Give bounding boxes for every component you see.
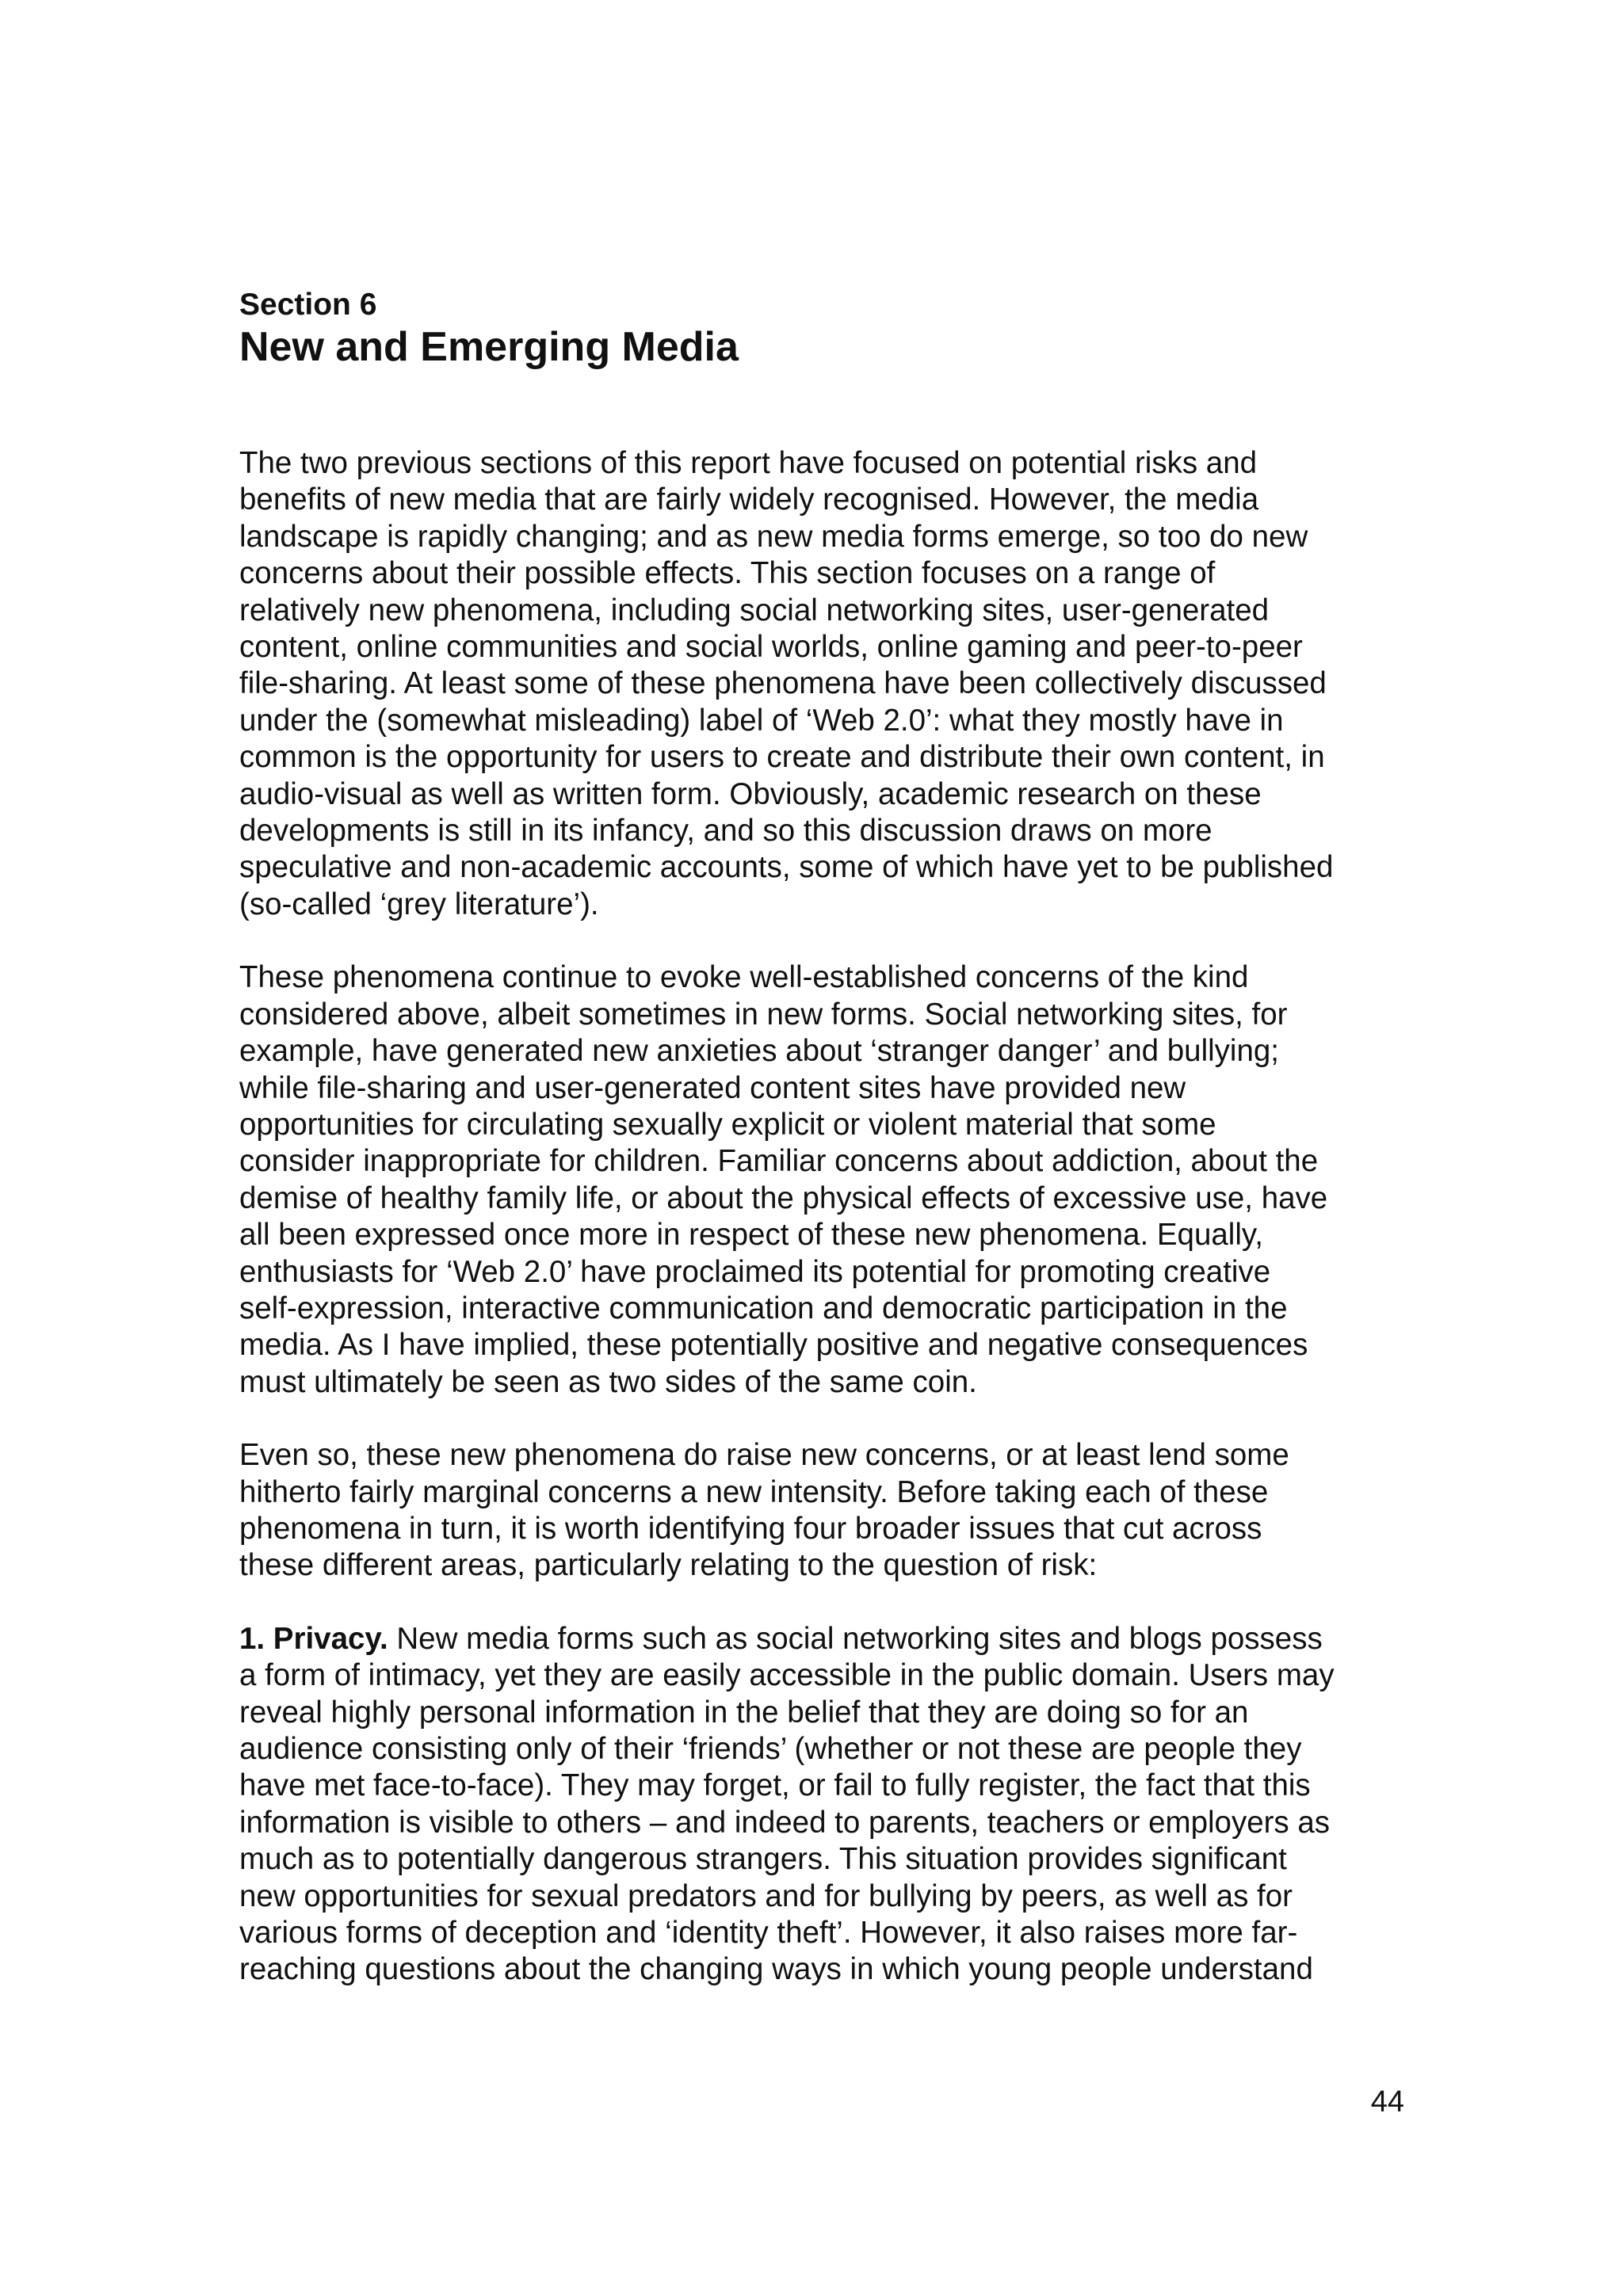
text-line: considered above, albeit sometimes in new forms. Social networking sites, for: [239, 997, 1288, 1032]
text-line: various forms of deception and ‘identity theft’. However, it also raises more far-: [239, 1916, 1298, 1951]
text-line: audience consisting only of their ‘friends’ (whether or not these are people they: [239, 1732, 1302, 1766]
privacy-heading: 1. Privacy.: [239, 1621, 388, 1656]
text-line: audio-visual as well as written form. Obviously, academic research on these: [239, 776, 1262, 811]
text-line: consider inappropriate for children. Familiar concerns about addiction, about the: [239, 1144, 1319, 1179]
text-line: a form of intimacy, yet they are easily accessible in the public domain. Users may: [239, 1658, 1335, 1693]
section-title: New and Emerging Media: [239, 324, 739, 370]
text-line: under the (somewhat misleading) label of ‘Web 2.0’: what they mostly have in: [239, 703, 1284, 738]
page-number: 44: [1370, 2085, 1404, 2119]
section-label: Section 6: [239, 288, 377, 322]
text-line: Even so, these new phenomena do raise new concerns, or at least lend some: [239, 1438, 1289, 1473]
text-line: all been expressed once more in respect of these new phenomena. Equally,: [239, 1218, 1263, 1253]
text-line: reveal highly personal information in the belief that they are doing so for an: [239, 1695, 1249, 1730]
paragraph: [239, 1437, 1412, 1585]
text-line: (so-called ‘grey literature’).: [239, 887, 599, 921]
text-line: media. As I have implied, these potentially positive and negative consequences: [239, 1328, 1308, 1363]
paragraph: [239, 445, 1412, 923]
text-line: content, online communities and social worlds, online gaming and peer-to-peer: [239, 630, 1303, 665]
text-line: much as to potentially dangerous strangers. This situation provides significant: [239, 1842, 1287, 1877]
text-line: have met face-to-face). They may forget, or fail to fully register, the fact that this: [239, 1768, 1311, 1803]
text-line: while file-sharing and user-generated content sites have provided new: [239, 1070, 1186, 1105]
text-line: [239, 1621, 1412, 1657]
text-line: relatively new phenomena, including social networking sites, user-generated: [239, 593, 1270, 627]
text-line: common is the opportunity for users to create and distribute their own content, in: [239, 740, 1325, 775]
text-line: speculative and non-academic accounts, some of which have yet to be published: [239, 850, 1334, 885]
text-line: demise of healthy family life, or about the physical effects of excessive use, have: [239, 1180, 1328, 1215]
text-line: example, have generated new anxieties about ‘stranger danger’ and bullying;: [239, 1034, 1280, 1069]
text-line: The two previous sections of this report have focused on potential risks and: [239, 446, 1258, 480]
text-line: must ultimately be seen as two sides of the same coin.: [239, 1364, 977, 1399]
text-line: self-expression, interactive communication and democratic participation in the: [239, 1291, 1288, 1325]
text-line: developments is still in its infancy, and so this discussion draws on more: [239, 814, 1212, 849]
text-span: New media forms such as social networking sites and blogs possess: [388, 1621, 1323, 1656]
text-line: benefits of new media that are fairly widely recognised. However, the media: [239, 482, 1259, 517]
text-line: new opportunities for sexual predators and for bullying by peers, as well as for: [239, 1878, 1293, 1913]
body-text: [239, 445, 1412, 2025]
privacy-paragraph: [239, 1621, 1412, 1989]
text-line: opportunities for circulating sexually explicit or violent material that some: [239, 1107, 1216, 1142]
text-line: These phenomena continue to evoke well-established concerns of the kind: [239, 960, 1249, 995]
page-content: [239, 287, 1404, 1987]
text-line: hitherto fairly marginal concerns a new intensity. Before taking each of these: [239, 1474, 1269, 1509]
text-line: reaching questions about the changing ways in which young people understand: [239, 1952, 1313, 1987]
text-line: concerns about their possible effects. This section focuses on a range of: [239, 556, 1216, 591]
text-line: these different areas, particularly relating to the question of risk:: [239, 1548, 1098, 1583]
text-line: enthusiasts for ‘Web 2.0’ have proclaimed its potential for promoting creative: [239, 1254, 1271, 1289]
text-line: file-sharing. At least some of these phenomena have been collectively discussed: [239, 666, 1327, 701]
text-line: landscape is rapidly changing; and as new media forms emerge, so too do new: [239, 519, 1308, 554]
text-line: information is visible to others – and indeed to parents, teachers or employers as: [239, 1805, 1331, 1840]
text-line: phenomena in turn, it is worth identifying four broader issues that cut across: [239, 1511, 1262, 1546]
paragraph: [239, 959, 1412, 1401]
